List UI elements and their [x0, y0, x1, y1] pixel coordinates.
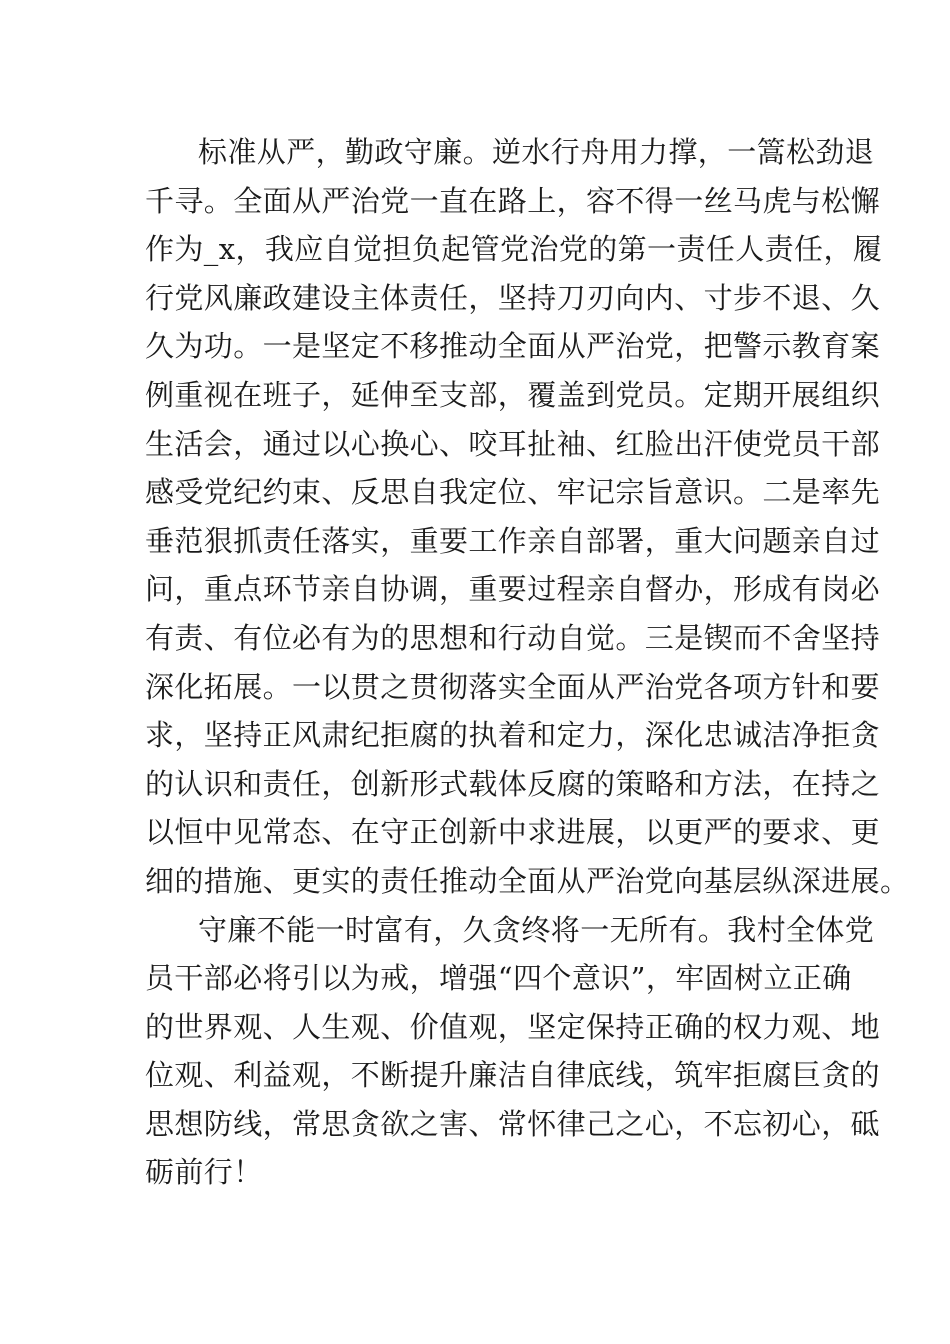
paragraph-1-line-12: 深化拓展。一以贯之贯彻落实全面从严治党各项方针和要: [145, 669, 881, 704]
document-body: [145, 128, 910, 1197]
paragraph-1-line-10: 问，重点环节亲自协调，重要过程亲自督办，形成有岗必: [145, 572, 881, 607]
paragraph-2-line-5: 思想防线，常思贪欲之害、常怀律己之心，不忘初心，砥: [145, 1106, 881, 1141]
paragraph-2-line-2: 员干部必将引以为戒，增强“四个意识”，牢固树立正确: [145, 961, 852, 996]
paragraph-1-line-6: 例重视在班子，延伸至支部，覆盖到党员。定期开展组织: [145, 377, 881, 412]
paragraph-1-line-7: 生活会，通过以心换心、咬耳扯袖、红脸出汗使党员干部: [145, 426, 881, 461]
paragraph-1-line-14: 的认识和责任，创新形式载体反腐的策略和方法，在持之: [145, 766, 881, 801]
paragraph-1-line-5: 久为功。一是坚定不移推动全面从严治党，把警示教育案: [145, 329, 881, 364]
paragraph-1-line-15: 以恒中见常态、在守正创新中求进展，以更严的要求、更: [145, 815, 881, 850]
paragraph-1-line-4: 行党风廉政建设主体责任，坚持刀刃向内、寸步不退、久: [145, 280, 881, 315]
paragraph-2-line-6: 砺前行！: [145, 1155, 263, 1190]
paragraph-1-line-9: 垂范狠抓责任落实，重要工作亲自部署，重大问题亲自过: [145, 523, 881, 558]
paragraph-1-line-2: 千寻。全面从严治党一直在路上，容不得一丝马虎与松懈: [145, 183, 881, 218]
paragraph-1-line-8: 感受党纪约束、反思自我定位、牢记宗旨意识。二是率先: [145, 475, 881, 510]
paragraph-2-line-4: 位观、利益观，不断提升廉洁自律底线，筑牢拒腐巨贪的: [145, 1058, 881, 1093]
paragraph-1-line-3: 作为_x，我应自觉担负起管党治党的第一责任人责任，履: [145, 232, 883, 267]
paragraph-1-line-1: 标准从严，勤政守廉。逆水行舟用力撑，一篙松劲退: [198, 135, 875, 169]
paragraph-1-line-11: 有责、有位必有为的思想和行动自觉。三是锲而不舍坚持: [145, 620, 881, 655]
paragraph-1-line-16: 细的措施、更实的责任推动全面从严治党向基层纵深进展。: [145, 863, 910, 898]
paragraph-2-line-3: 的世界观、人生观、价值观，坚定保持正确的权力观、地: [145, 1009, 881, 1044]
paragraph-2-line-1: 守廉不能一时富有，久贪终将一无所有。我村全体党: [198, 912, 875, 947]
paragraph-1-line-13: 求，坚持正风肃纪拒腐的执着和定力，深化忠诚洁净拒贪: [145, 718, 881, 753]
